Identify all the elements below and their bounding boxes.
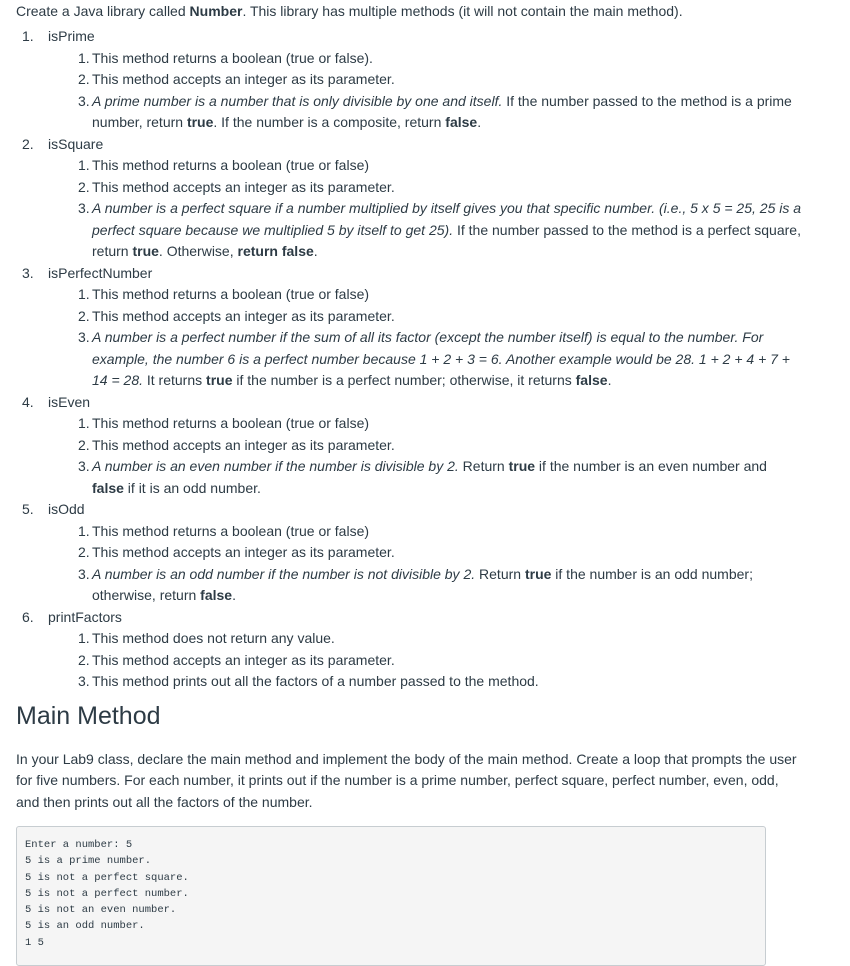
detail-text: . <box>232 587 236 603</box>
detail-text: Return <box>475 565 525 582</box>
list-number: 2. <box>78 544 90 560</box>
method-detail-item <box>78 671 802 693</box>
bold-keyword: true <box>508 458 536 474</box>
detail-text: This method accepts an integer as its parameter. <box>92 178 395 195</box>
list-number: 6. <box>22 608 34 625</box>
method-details-list <box>48 284 802 392</box>
main-method-heading: Main Method <box>16 701 161 730</box>
bold-keyword: true <box>524 565 552 582</box>
bold-keyword: false <box>575 372 608 388</box>
method-item-isSquare <box>22 134 802 263</box>
list-number: 2. <box>78 651 90 668</box>
code-line: 5 is not a perfect number. <box>25 887 189 900</box>
list-number: 1. <box>78 49 90 66</box>
detail-text: . <box>313 243 318 259</box>
code-line: 5 is not a perfect square. <box>25 871 189 884</box>
library-name: Number <box>189 3 243 19</box>
method-detail-item <box>78 456 802 499</box>
method-item-isEven <box>22 392 802 500</box>
method-detail-item <box>78 628 802 650</box>
bold-keyword: false <box>92 479 124 496</box>
list-number: 1. <box>22 28 34 44</box>
code-line: 5 is a prime number. <box>25 855 152 868</box>
list-number: 2. <box>78 178 90 195</box>
method-title: printFactors <box>48 608 122 625</box>
detail-text: This method returns a boolean (true or false) <box>92 415 370 431</box>
list-number: 2. <box>78 436 90 453</box>
method-detail-item <box>78 542 802 564</box>
detail-text: This method prints out all the factors of a number passed to the method. <box>92 673 539 689</box>
code-line: 1 5 <box>25 936 44 949</box>
method-detail-item <box>78 155 802 177</box>
detail-text: This method does not return any value. <box>92 630 335 646</box>
detail-text: This method accepts an integer as its parameter. <box>92 651 395 668</box>
detail-text: This method returns a boolean (true or false). <box>92 49 373 66</box>
code-line: Enter a number: 5 <box>25 839 133 851</box>
method-item-isPrime <box>22 26 802 134</box>
list-number: 3. <box>78 200 90 216</box>
detail-text: if the number is a perfect number; otherwise, it returns <box>232 372 576 388</box>
method-title: isPrime <box>48 28 95 44</box>
list-number: 5. <box>22 501 34 517</box>
bold-keyword: true <box>206 372 233 388</box>
method-details-list <box>48 413 802 499</box>
list-number: 3. <box>22 264 34 281</box>
method-details-list <box>48 48 802 134</box>
method-details-list <box>48 155 802 263</box>
list-number: 3. <box>78 673 90 689</box>
code-line: 5 is an odd number. <box>25 920 145 933</box>
method-detail-item <box>78 521 802 543</box>
method-title: isOdd <box>48 501 85 517</box>
methods-list <box>16 26 802 693</box>
detail-text: This method returns a boolean (true or false) <box>92 286 370 302</box>
method-detail-item <box>78 650 802 672</box>
detail-text: If the number passed to the method is a prime number, return <box>92 92 792 130</box>
list-number: 2. <box>78 307 90 324</box>
detail-text: Return <box>458 458 509 474</box>
list-number: 2. <box>22 135 34 152</box>
bold-keyword: true <box>132 243 159 259</box>
detail-text: If the number passed to the method is a perfect square, return <box>92 221 801 259</box>
method-details-list <box>48 521 802 607</box>
italic-definition: A prime number is a number that is only divisible by one and itself. <box>92 92 503 109</box>
detail-text: if it is an odd number. <box>123 479 261 496</box>
method-item-isOdd <box>22 499 802 607</box>
list-number: 3. <box>78 458 90 474</box>
method-item-isPerfectNumber <box>22 263 802 392</box>
italic-definition: A number is an even number if the number is divisible by 2. <box>92 458 459 474</box>
method-detail-item <box>78 284 802 306</box>
list-number: 2. <box>78 71 90 87</box>
bold-keyword: return false <box>237 243 314 259</box>
italic-definition: A number is a perfect square if a number multiplied by itself gives you that specific number. (i.e., 5 x 5 = 25, 25 is a perfect square because we multiplied 5 by itself to get 25). <box>92 200 802 238</box>
italic-definition: A number is a perfect number if the sum of all its factor (except the number itself) is equal to the number. For example, the number 6 is a perfect number because 1 + 2 + 3 = 6. Another example would be 28. 1 + 2 + 4 + 7 + 14 = 28. <box>92 329 790 388</box>
detail-text: . <box>477 114 482 130</box>
code-line: 5 is not an even number. <box>25 904 177 917</box>
detail-text: if the number is an even number and <box>535 458 767 474</box>
method-details-list <box>48 628 802 693</box>
method-detail-item <box>78 91 802 134</box>
intro-paragraph <box>16 0 802 21</box>
list-number: 3. <box>78 329 90 345</box>
method-detail-item <box>78 177 802 199</box>
bold-keyword: false <box>200 587 233 603</box>
method-detail-item <box>78 48 802 70</box>
main-method-paragraph: In your Lab9 class, declare the main method and implement the body of the main method. Create a loop that prompts the user for five numbers. For each number, it prints out if the number is a prime number, perfect square, perfect number, even, odd, and then prints out all the factors of the number. <box>16 750 797 810</box>
detail-text: This method accepts an integer as its parameter. <box>92 71 395 87</box>
detail-text: This method accepts an integer as its parameter. <box>92 544 395 560</box>
list-number: 1. <box>78 286 90 302</box>
method-detail-item <box>78 198 802 263</box>
bold-keyword: true <box>186 114 214 130</box>
method-detail-item <box>78 69 802 91</box>
detail-text: It returns <box>143 372 207 388</box>
bold-keyword: false <box>445 114 478 130</box>
method-title: isEven <box>48 393 91 410</box>
method-detail-item <box>78 435 802 457</box>
method-detail-item <box>78 327 802 392</box>
intro-text-end: . This library has multiple methods (it will not contain the main method). <box>242 3 683 19</box>
method-detail-item <box>78 306 802 328</box>
detail-text: if the number is an odd number; otherwise, return <box>92 565 753 603</box>
italic-definition: A number is an odd number if the number is not divisible by 2. <box>92 565 476 582</box>
list-number: 1. <box>78 415 90 431</box>
list-number: 1. <box>78 522 90 539</box>
list-number: 4. <box>22 393 34 410</box>
method-detail-item <box>78 413 802 435</box>
detail-text: This method accepts an integer as its parameter. <box>92 307 395 324</box>
intro-text: Create a Java library called <box>16 3 190 19</box>
detail-text: . If the number is a composite, return <box>213 114 446 130</box>
detail-text: . Otherwise, <box>158 243 238 259</box>
detail-text: This method returns a boolean (true or false) <box>92 522 370 539</box>
method-detail-item <box>78 564 802 607</box>
list-number: 3. <box>78 92 90 109</box>
list-number: 3. <box>78 565 90 582</box>
list-number: 1. <box>78 630 90 646</box>
method-item-printFactors <box>22 607 802 693</box>
method-title: isSquare <box>48 135 104 152</box>
list-number: 1. <box>78 157 90 173</box>
detail-text: This method returns a boolean (true or false) <box>92 157 370 173</box>
detail-text: This method accepts an integer as its parameter. <box>92 436 395 453</box>
detail-text: . <box>607 372 612 388</box>
sample-output-code-block <box>16 826 766 966</box>
method-title: isPerfectNumber <box>48 264 153 281</box>
